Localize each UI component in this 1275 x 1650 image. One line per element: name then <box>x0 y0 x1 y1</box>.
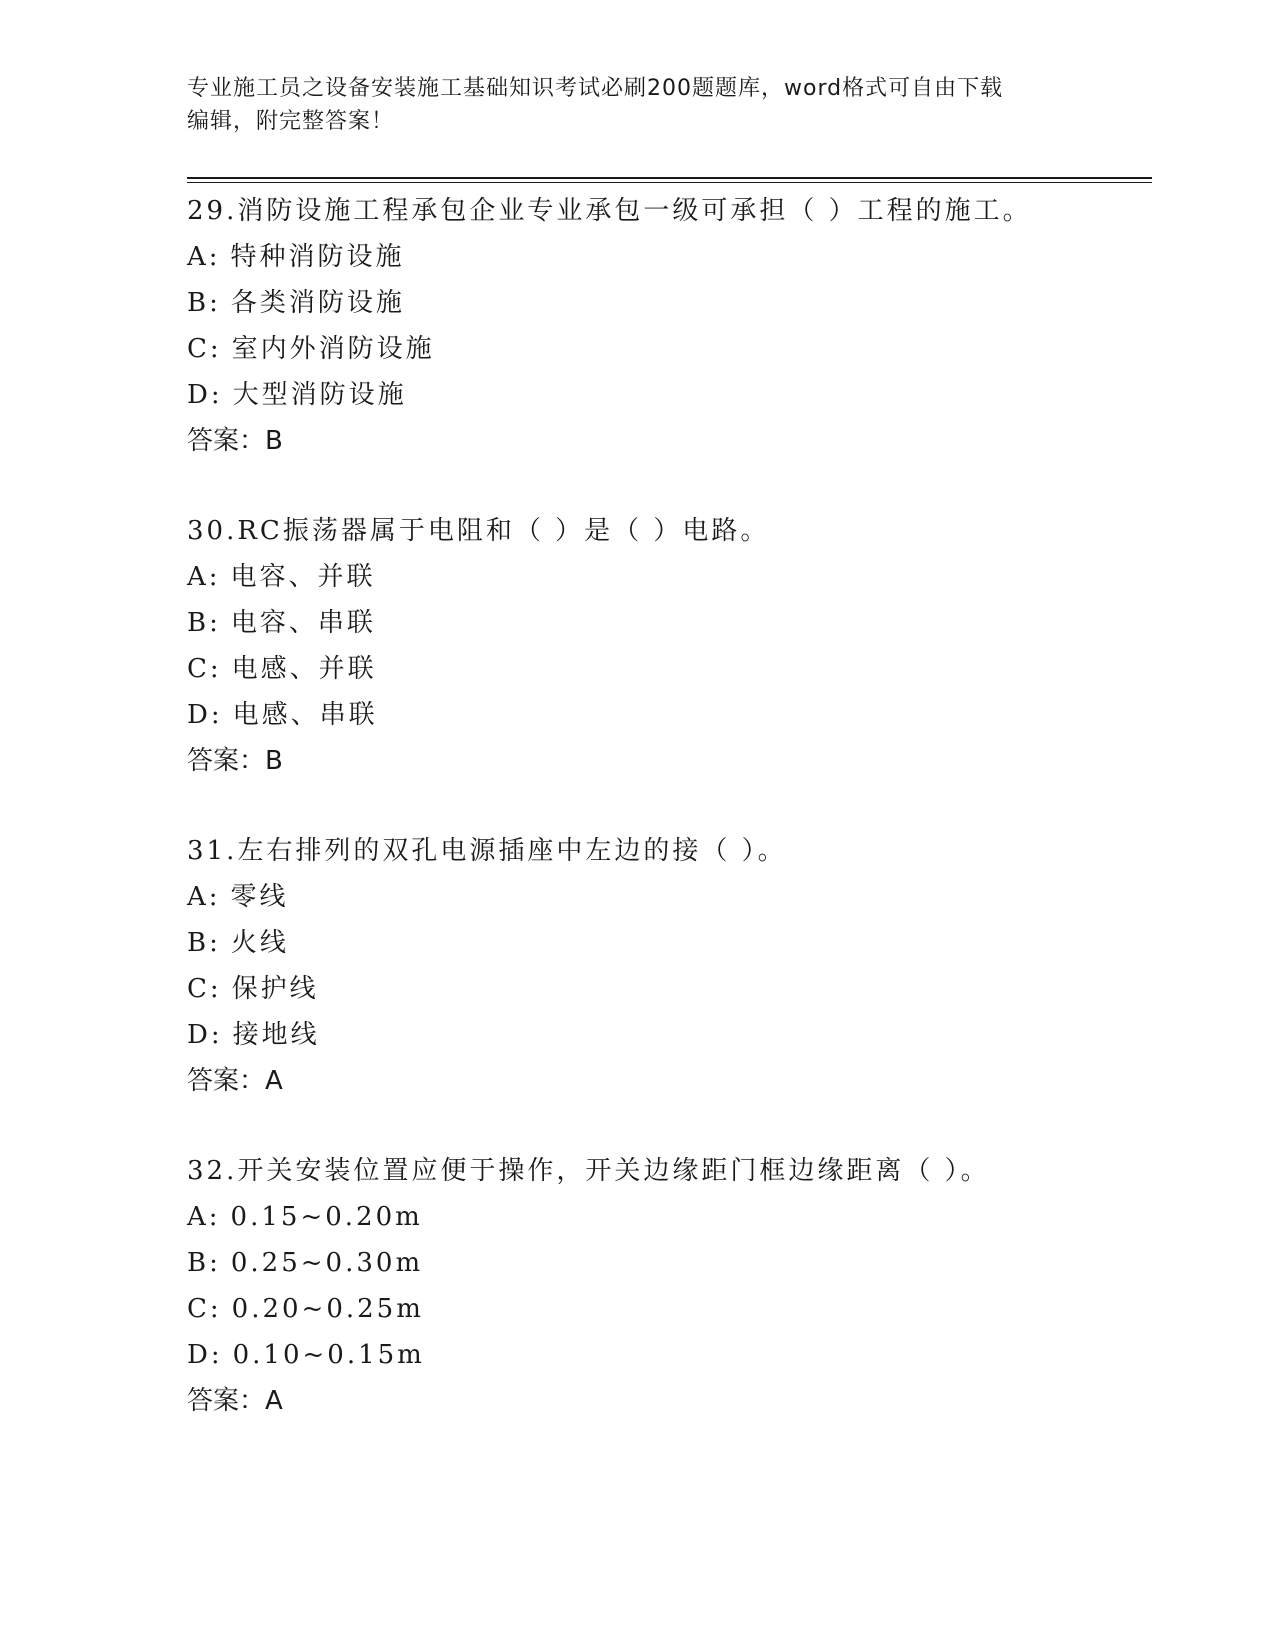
option-letter: A: <box>187 882 221 912</box>
question-31 <box>187 828 1152 1104</box>
question-stem: 29.消防设施工程承包企业专业承包一级可承担（ ）工程的施工。 <box>187 196 1032 226</box>
option-text: 特种消防设施 <box>230 242 405 272</box>
answer-line: 答案：A <box>187 1386 283 1416</box>
header-line-1: 专业施工员之设备安装施工基础知识考试必刷200题题库，word格式可自由下载 <box>187 76 1004 101</box>
answer-line: 答案：B <box>187 426 283 456</box>
option-text: 室内外消防设施 <box>231 334 435 364</box>
document-header <box>187 72 1067 138</box>
header-divider-thick <box>187 177 1152 179</box>
option-letter: C: <box>187 1294 222 1324</box>
question-stem: 31.左右排列的双孔电源插座中左边的接（ ）。 <box>187 836 787 866</box>
option-text: 各类消防设施 <box>230 288 405 318</box>
answer-line: 答案：A <box>187 1066 283 1096</box>
header-divider-thin <box>187 182 1152 183</box>
option-a <box>187 554 1152 600</box>
option-b <box>187 600 1152 646</box>
option-d <box>187 1332 1152 1378</box>
option-c <box>187 646 1152 692</box>
question-list <box>187 188 1152 1468</box>
option-letter: D: <box>187 1020 223 1050</box>
header-line-2: 编辑，附完整答案！ <box>187 109 395 134</box>
option-text: 电容、串联 <box>230 608 376 638</box>
option-text: 火线 <box>230 928 289 958</box>
option-c <box>187 326 1152 372</box>
option-text: 大型消防设施 <box>232 380 407 410</box>
option-text: 电感、并联 <box>231 654 377 684</box>
option-text: 零线 <box>230 882 289 912</box>
question-stem: 30.RC振荡器属于电阻和（ ）是（ ）电路。 <box>187 516 770 546</box>
option-text: 0.20~0.25m <box>231 1294 424 1324</box>
option-text: 0.25~0.30m <box>230 1248 424 1278</box>
option-letter: C: <box>187 974 222 1004</box>
option-text: 接地线 <box>232 1020 320 1050</box>
option-letter: B: <box>187 288 221 318</box>
option-b <box>187 1240 1152 1286</box>
option-b <box>187 920 1152 966</box>
question-32 <box>187 1148 1152 1424</box>
option-letter: B: <box>187 608 221 638</box>
option-d <box>187 372 1152 418</box>
question-30 <box>187 508 1152 784</box>
option-text: 电容、并联 <box>230 562 376 592</box>
answer-line: 答案：B <box>187 746 283 776</box>
option-text: 保护线 <box>231 974 319 1004</box>
option-letter: B: <box>187 1248 221 1278</box>
option-c <box>187 1286 1152 1332</box>
option-letter: D: <box>187 700 223 730</box>
option-text: 0.10~0.15m <box>232 1340 425 1370</box>
option-c <box>187 966 1152 1012</box>
option-a <box>187 234 1152 280</box>
option-d <box>187 692 1152 738</box>
option-letter: D: <box>187 1340 223 1370</box>
option-letter: C: <box>187 654 222 684</box>
question-stem: 32.开关安装位置应便于操作，开关边缘距门框边缘距离（ ）。 <box>187 1156 990 1186</box>
option-letter: A: <box>187 242 221 272</box>
question-29 <box>187 188 1152 464</box>
option-d <box>187 1012 1152 1058</box>
option-letter: B: <box>187 928 221 958</box>
option-letter: D: <box>187 380 223 410</box>
option-b <box>187 280 1152 326</box>
option-a <box>187 874 1152 920</box>
option-letter: C: <box>187 334 222 364</box>
option-text: 电感、串联 <box>232 700 378 730</box>
option-a <box>187 1194 1152 1240</box>
option-letter: A: <box>187 562 221 592</box>
option-letter: A: <box>187 1202 221 1232</box>
option-text: 0.15~0.20m <box>230 1202 423 1232</box>
